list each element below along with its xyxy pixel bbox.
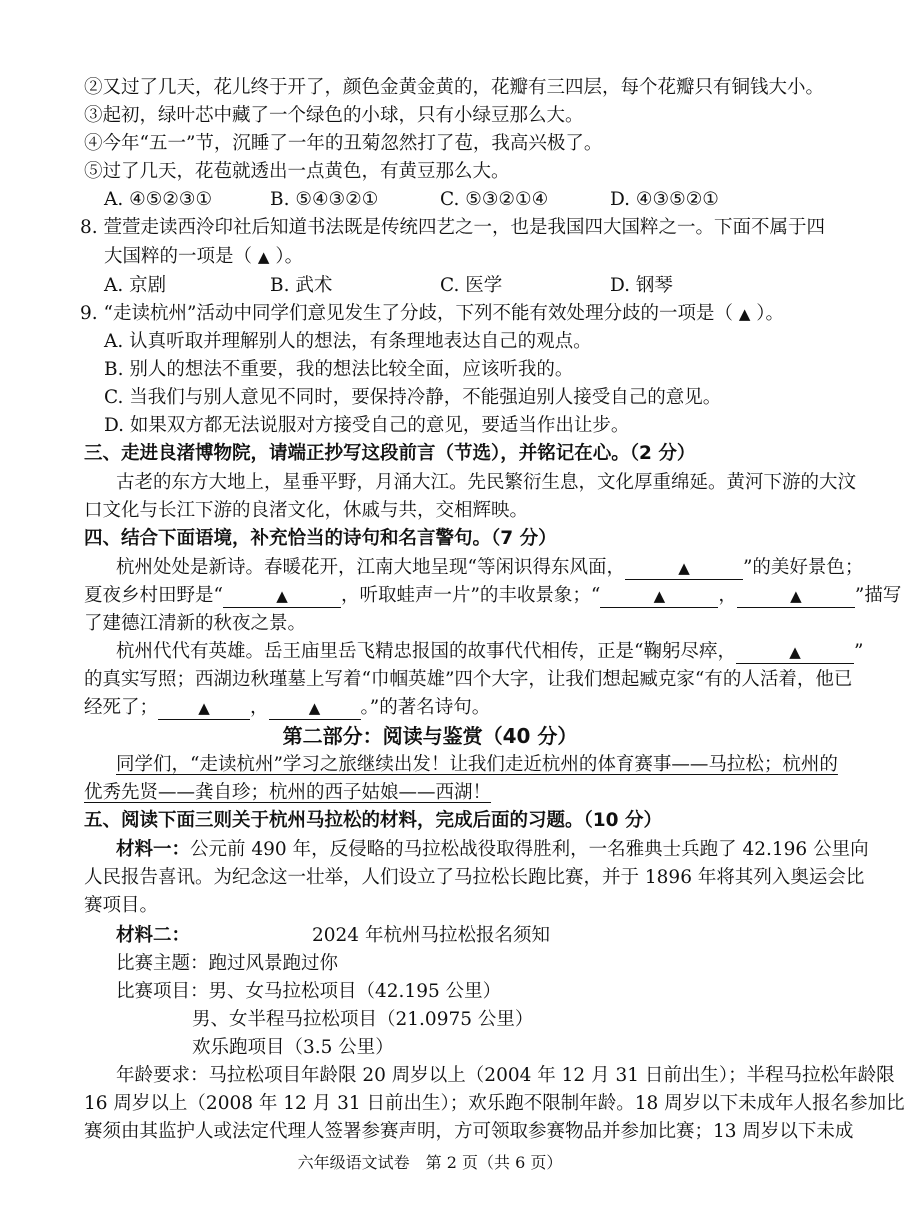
fill-blank-3[interactable]: ▲ [600, 585, 718, 608]
material-2-title: 2024 年杭州马拉松报名须知 [312, 925, 550, 946]
material-1-line3: 赛项目。 [84, 895, 159, 916]
q9-option-d[interactable]: D. 如果双方都无法说服对方接受自己的意见，要适当作出让步。 [104, 415, 630, 436]
answer-mark-icon: ▲ [738, 305, 751, 323]
q7-option-c[interactable]: C. ⑤③②①④ [440, 189, 549, 210]
fill-blank-7[interactable]: ▲ [269, 697, 361, 720]
fill-blank-5[interactable]: ▲ [736, 641, 854, 664]
section-3-text-2: 口文化与长江下游的良渚文化，休戚与共，交相辉映。 [84, 500, 529, 521]
q9-option-b[interactable]: B. 别人的想法不重要，我的想法比较全面，应该听我的。 [104, 359, 574, 380]
section-4-para2-line2: 的真实写照；西湖边秋瑾墓上写着“巾帼英雄”四个大字，让我们想起臧克家“有的人活着，他已 [84, 669, 853, 690]
part-2-title: 第二部分：阅读与鉴赏（40 分） [282, 724, 578, 748]
section-4-heading: 四、结合下面语境，补充恰当的诗句和名言警句。（7 分） [84, 528, 557, 549]
q8-option-a[interactable]: A. 京剧 [104, 275, 167, 296]
sentence-4: ④今年“五一”节，沉睡了一年的丑菊忽然打了苞，我高兴极了。 [84, 133, 603, 154]
section-3-heading: 三、走进良渚博物院，请端正抄写这段前言（节选），并铭记在心。（2 分） [84, 443, 696, 464]
race-theme: 比赛主题：跑过风景跑过你 [116, 953, 339, 974]
q8-option-b[interactable]: B. 武术 [270, 275, 333, 296]
section-5-heading: 五、阅读下面三则关于杭州马拉松的材料，完成后面的习题。（10 分） [84, 810, 662, 831]
fill-blank-1[interactable]: ▲ [625, 557, 743, 580]
fill-blank-4[interactable]: ▲ [737, 585, 855, 608]
age-requirement-line2: 16 周岁以上（2008 年 12 月 31 日前出生）；欢乐跑不限制年龄。18 周岁以下未成年人报名参加比 [84, 1093, 905, 1114]
race-events-2: 男、女半程马拉松项目（21.0975 公里） [192, 1009, 534, 1030]
section-4-para2-line3: 经死了； ▲ ， ▲ 。”的著名诗句。 [84, 697, 491, 718]
age-requirement-line1: 年龄要求：马拉松项目年龄限 20 周岁以上（2004 年 12 月 31 日前出生）；半程马拉松年龄限 [116, 1065, 895, 1086]
q7-option-d[interactable]: D. ④③⑤②① [610, 189, 719, 210]
part-2-intro-line1: 同学们，“走读杭州”学习之旅继续出发！让我们走近杭州的体育赛事——马拉松；杭州的 [116, 754, 838, 775]
material-1-line1: 材料一：公元前 490 年，反侵略的马拉松战役取得胜利，一名雅典士兵跑了 42.196 公里向 [116, 839, 869, 860]
section-4-para2-line1: 杭州代代有英雄。岳王庙里岳飞精忠报国的故事代代相传，正是“鞠躬尽瘁， ▲ ” [116, 641, 864, 662]
section-4-para1-line1: 杭州处处是新诗。春暖花开，江南大地呈现“等闲识得东风面， ▲ ”的美好景色； [116, 557, 864, 578]
race-events-1: 比赛项目：男、女马拉松项目（42.195 公里） [116, 981, 502, 1002]
material-1-line2: 人民报告喜讯。为纪念这一壮举，人们设立了马拉松长跑比赛，并于 1896 年将其列入奥运会比 [84, 867, 865, 888]
fill-blank-6[interactable]: ▲ [158, 697, 250, 720]
race-events-3: 欢乐跑项目（3.5 公里） [192, 1037, 394, 1058]
answer-mark-icon: ▲ [257, 248, 270, 266]
q8-option-d[interactable]: D. 钢琴 [610, 275, 673, 296]
fill-blank-2[interactable]: ▲ [223, 585, 341, 608]
sentence-2: ②又过了几天，花儿终于开了，颜色金黄金黄的，花瓣有三四层，每个花瓣只有铜钱大小。 [84, 77, 825, 98]
q8-line-1: 8. 萱萱走读西泠印社后知道书法既是传统四艺之一，也是我国四大国粹之一。下面不属于四 [80, 217, 826, 238]
q8-option-c[interactable]: C. 医学 [440, 275, 503, 296]
section-4-para1-line2: 夏夜乡村田野是“ ▲ ，听取蛙声一片”的丰收景象；“ ▲ ， ▲ ”描写 [84, 585, 902, 606]
section-3-text-1: 古老的东方大地上，星垂平野，月涌大江。先民繁衍生息，文化厚重绵延。黄河下游的大汶 [116, 472, 857, 493]
q9-option-c[interactable]: C. 当我们与别人意见不同时，要保持冷静，不能强迫别人接受自己的意见。 [104, 387, 722, 408]
material-2-label: 材料二： [116, 925, 191, 946]
sentence-5: ⑤过了几天，花苞就透出一点黄色，有黄豆那么大。 [84, 161, 510, 182]
section-4-para1-line3: 了建德江清新的秋夜之景。 [84, 613, 307, 634]
q9-option-a[interactable]: A. 认真听取并理解别人的想法，有条理地表达自己的观点。 [104, 331, 592, 352]
page-footer: 六年级语文试卷 第 2 页（共 6 页） [297, 1153, 563, 1172]
part-2-intro-line2: 优秀先贤——龚自珍；杭州的西子姑娘——西湖！ [84, 782, 492, 803]
q7-option-b[interactable]: B. ⑤④③②① [270, 189, 379, 210]
sentence-3: ③起初，绿叶芯中藏了一个绿色的小球，只有小绿豆那么大。 [84, 105, 584, 126]
q9-stem: 9. “走读杭州”活动中同学们意见发生了分歧，下列不能有效处理分歧的一项是（ ▲ ）。 [80, 303, 785, 324]
age-requirement-line3: 赛须由其监护人或法定代理人签署参赛声明，方可领取参赛物品并参加比赛；13 周岁以下未成 [84, 1121, 854, 1142]
q7-option-a[interactable]: A. ④⑤②③① [104, 189, 213, 210]
q8-line-2: 大国粹的一项是（ ▲ ）。 [104, 246, 304, 267]
